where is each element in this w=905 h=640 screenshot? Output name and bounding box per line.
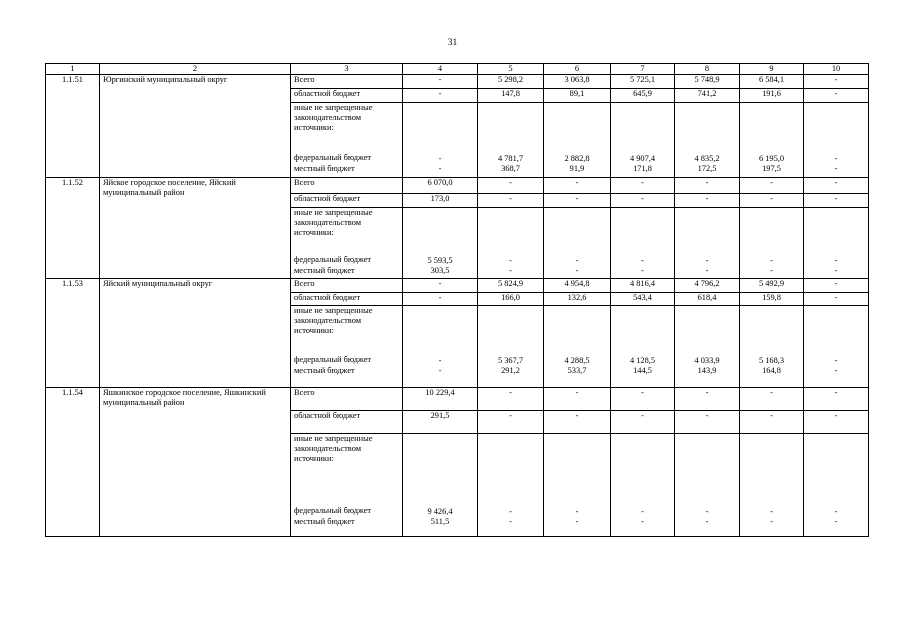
header-cell: 6 [544,64,611,75]
header-cell: 5 [478,64,544,75]
value-cell: - [403,89,478,103]
value-cell: - [478,387,544,410]
value-cell: 91,9 [544,164,611,177]
value-cell: - [478,177,544,193]
value-cell: 303,5 [403,266,478,279]
table-row [46,177,869,193]
value-cell: - [403,164,478,177]
value-cell: - [804,306,869,367]
row-type-label: федеральный бюджет [294,254,372,264]
value-cell: 5 492,9 [740,279,804,293]
value-cell: - [611,517,675,537]
budget-table [45,63,869,537]
value-cell: - [478,193,544,207]
row-name: Яйский муниципальный округ [100,279,291,388]
value-cell: - [804,517,869,537]
header-cell: 9 [740,64,804,75]
value-cell: - [611,193,675,207]
value-cell: - [675,387,740,410]
value-cell: 147,8 [478,89,544,103]
value-cell: - [804,75,869,89]
value-cell: 4 954,8 [544,279,611,293]
value-cell: - [478,433,544,517]
value-cell: 511,5 [403,517,478,537]
row-code: 1.1.51 [46,75,100,178]
other-sources-label: иные не запрещенные законодательством источники: [294,433,373,463]
value-cell: - [675,410,740,433]
value-cell: - [403,293,478,306]
value-cell: 144,5 [611,366,675,387]
value-cell: - [740,517,804,537]
value-cell: - [544,207,611,266]
row-code: 1.1.53 [46,279,100,388]
other-sources-cell [291,103,403,165]
row-type-label: федеральный бюджет [294,505,372,515]
row-type-label: областной бюджет [291,193,403,207]
value-cell: - [544,410,611,433]
value-cell: 4 796,2 [675,279,740,293]
row-type-label: Всего [291,387,403,410]
value-cell: 5 593,5 [403,207,478,266]
value-cell: - [804,293,869,306]
table-row [46,387,869,410]
value-cell: 4 033,9 [675,306,740,367]
other-sources-cell [291,306,403,367]
value-cell: 132,6 [544,293,611,306]
value-cell: 6 584,1 [740,75,804,89]
row-name: Юргинский муниципальный округ [100,75,291,178]
value-cell: 9 426,4 [403,433,478,517]
value-cell: - [544,266,611,279]
value-cell: - [804,433,869,517]
value-cell: 5 725,1 [611,75,675,89]
row-type-label: областной бюджет [291,410,403,433]
value-cell: 6 070,0 [403,177,478,193]
value-cell: 164,8 [740,366,804,387]
value-cell: 543,4 [611,293,675,306]
header-cell: 4 [403,64,478,75]
row-type-label: Всего [291,279,403,293]
other-sources-label: иные не запрещенные законодательством источники: [294,207,373,237]
value-cell: 191,6 [740,89,804,103]
row-type-label: федеральный бюджет [294,355,372,364]
row-name: Яшкинское городское поселение, Яшкинский муниципальный район [100,387,291,537]
value-cell: 173,0 [403,193,478,207]
value-cell: - [478,266,544,279]
value-cell: 89,1 [544,89,611,103]
other-sources-cell [291,433,403,517]
header-cell: 3 [291,64,403,75]
row-code: 1.1.52 [46,177,100,279]
value-cell: 291,2 [478,366,544,387]
value-cell: - [403,366,478,387]
value-cell: 4 781,7 [478,103,544,165]
value-cell: - [804,266,869,279]
value-cell: - [804,207,869,266]
value-cell: 4 816,4 [611,279,675,293]
table-row [46,279,869,293]
row-name: Яйское городское поселение, Яйский муниципальный район [100,177,291,279]
value-cell: 171,8 [611,164,675,177]
value-cell: - [544,193,611,207]
row-type-label: федеральный бюджет [294,153,372,162]
value-cell: - [478,207,544,266]
value-cell: 5 824,9 [478,279,544,293]
value-cell: - [740,387,804,410]
value-cell: 368,7 [478,164,544,177]
value-cell: 5 367,7 [478,306,544,367]
table-row [46,75,869,89]
value-cell: 5 298,2 [478,75,544,89]
value-cell: - [804,410,869,433]
row-type-label: областной бюджет [291,89,403,103]
value-cell: - [804,103,869,165]
value-cell: - [478,517,544,537]
value-cell: - [611,266,675,279]
other-sources-cell [291,207,403,266]
value-cell: - [740,266,804,279]
value-cell: 197,5 [740,164,804,177]
value-cell: 2 882,8 [544,103,611,165]
value-cell: 5 748,9 [675,75,740,89]
value-cell: - [544,517,611,537]
value-cell: - [804,164,869,177]
other-sources-label: иные не запрещенные законодательством источники: [294,103,373,132]
value-cell: - [675,207,740,266]
value-cell: - [740,177,804,193]
value-cell: 291,5 [403,410,478,433]
value-cell: - [740,193,804,207]
value-cell: 6 195,0 [740,103,804,165]
header-cell: 8 [675,64,740,75]
value-cell: - [804,366,869,387]
value-cell: - [403,103,478,165]
value-cell: 172,5 [675,164,740,177]
value-cell: - [740,433,804,517]
value-cell: 4 128,5 [611,306,675,367]
value-cell: - [478,410,544,433]
header-cell: 10 [804,64,869,75]
value-cell: - [611,433,675,517]
value-cell: - [544,433,611,517]
value-cell: - [675,517,740,537]
value-cell: - [611,387,675,410]
value-cell: 10 229,4 [403,387,478,410]
value-cell: - [675,266,740,279]
value-cell: - [675,433,740,517]
header-cell: 1 [46,64,100,75]
value-cell: - [675,193,740,207]
header-cell: 2 [100,64,291,75]
row-type-label: местный бюджет [291,517,403,537]
value-cell: 143,9 [675,366,740,387]
row-type-label: местный бюджет [291,266,403,279]
value-cell: - [804,193,869,207]
value-cell: 3 063,8 [544,75,611,89]
row-type-label: областной бюджет [291,293,403,306]
row-type-label: Всего [291,177,403,193]
value-cell: - [804,387,869,410]
value-cell: - [804,177,869,193]
header-row [46,64,869,75]
value-cell: 5 168,3 [740,306,804,367]
value-cell: - [804,89,869,103]
value-cell: - [611,410,675,433]
value-cell: - [740,207,804,266]
row-type-label: местный бюджет [291,366,403,387]
value-cell: - [611,177,675,193]
row-type-label: Всего [291,75,403,89]
value-cell: - [740,410,804,433]
page-number: 31 [447,38,458,48]
value-cell: - [403,75,478,89]
value-cell: 159,8 [740,293,804,306]
value-cell: - [544,177,611,193]
value-cell: 741,2 [675,89,740,103]
value-cell: - [544,387,611,410]
value-cell: - [804,279,869,293]
row-type-label: местный бюджет [291,164,403,177]
row-code: 1.1.54 [46,387,100,537]
value-cell: 4 907,4 [611,103,675,165]
value-cell: - [675,177,740,193]
value-cell: 4 835,2 [675,103,740,165]
value-cell: - [403,279,478,293]
value-cell: 645,9 [611,89,675,103]
value-cell: 618,4 [675,293,740,306]
value-cell: 4 288,5 [544,306,611,367]
header-cell: 7 [611,64,675,75]
value-cell: - [611,207,675,266]
value-cell: - [403,306,478,367]
other-sources-label: иные не запрещенные законодательством источники: [294,306,373,335]
value-cell: 533,7 [544,366,611,387]
value-cell: 166,0 [478,293,544,306]
